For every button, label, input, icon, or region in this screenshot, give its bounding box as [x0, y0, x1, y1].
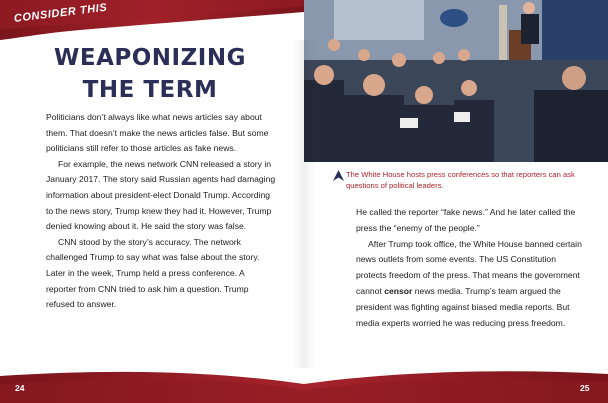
right-paragraph-2-start: After Trump took office, the White House banned certain news outlets from some events. The US Constitution protects freedom of the press. That means the government cannot	[356, 238, 582, 296]
right-paragraph-1: He called the reporter “fake news.” And he later called the press the “enemy of the people.”	[356, 207, 576, 233]
censor-keyword: censor	[384, 285, 413, 296]
left-paragraph-1: Politicians don’t always like what news articles say about them. That doesn’t make the news articles false. But some politicians still refer to those articles as fake news.	[46, 112, 269, 154]
right-paragraph-2-end: news media. Trump’s team argued the president was fighting against biased media reports. But media experts worried he was reducing press freedom.	[356, 285, 570, 328]
page-number-right: 25	[580, 383, 590, 393]
title-line-2: THE TERM	[82, 77, 218, 103]
caption-arrow-icon	[333, 170, 344, 181]
title-line-1: WEAPONIZING	[54, 45, 246, 71]
left-paragraph-2: For example, the news network CNN released a story in January 2017. The story said Russian agents had damaging information about president-elect Donald Trump. According to the news story, Trump knew they had it. However, Trump denied knowing about it. He said the story was false.	[46, 158, 276, 232]
page-number-left: 24	[15, 383, 25, 393]
photo-caption: The White House hosts press conferences so that reporters can ask questions of political leaders.	[346, 170, 575, 190]
consider-this-label: CONSIDER THIS	[13, 1, 109, 25]
right-paragraph-2	[356, 237, 582, 332]
left-paragraph-3: CNN stood by the story’s accuracy. The network challenged Trump to say what was false about the story. Later in the week, Trump held a press conference. A reporter from CNN tried to ask him a question. Trump refused to answer.	[46, 236, 260, 310]
page-gutter	[292, 40, 316, 368]
press-conference-photo	[304, 0, 608, 162]
bottom-banner	[0, 366, 608, 403]
left-body-text	[46, 110, 276, 313]
right-body-text	[356, 205, 582, 331]
section-title	[40, 42, 260, 106]
